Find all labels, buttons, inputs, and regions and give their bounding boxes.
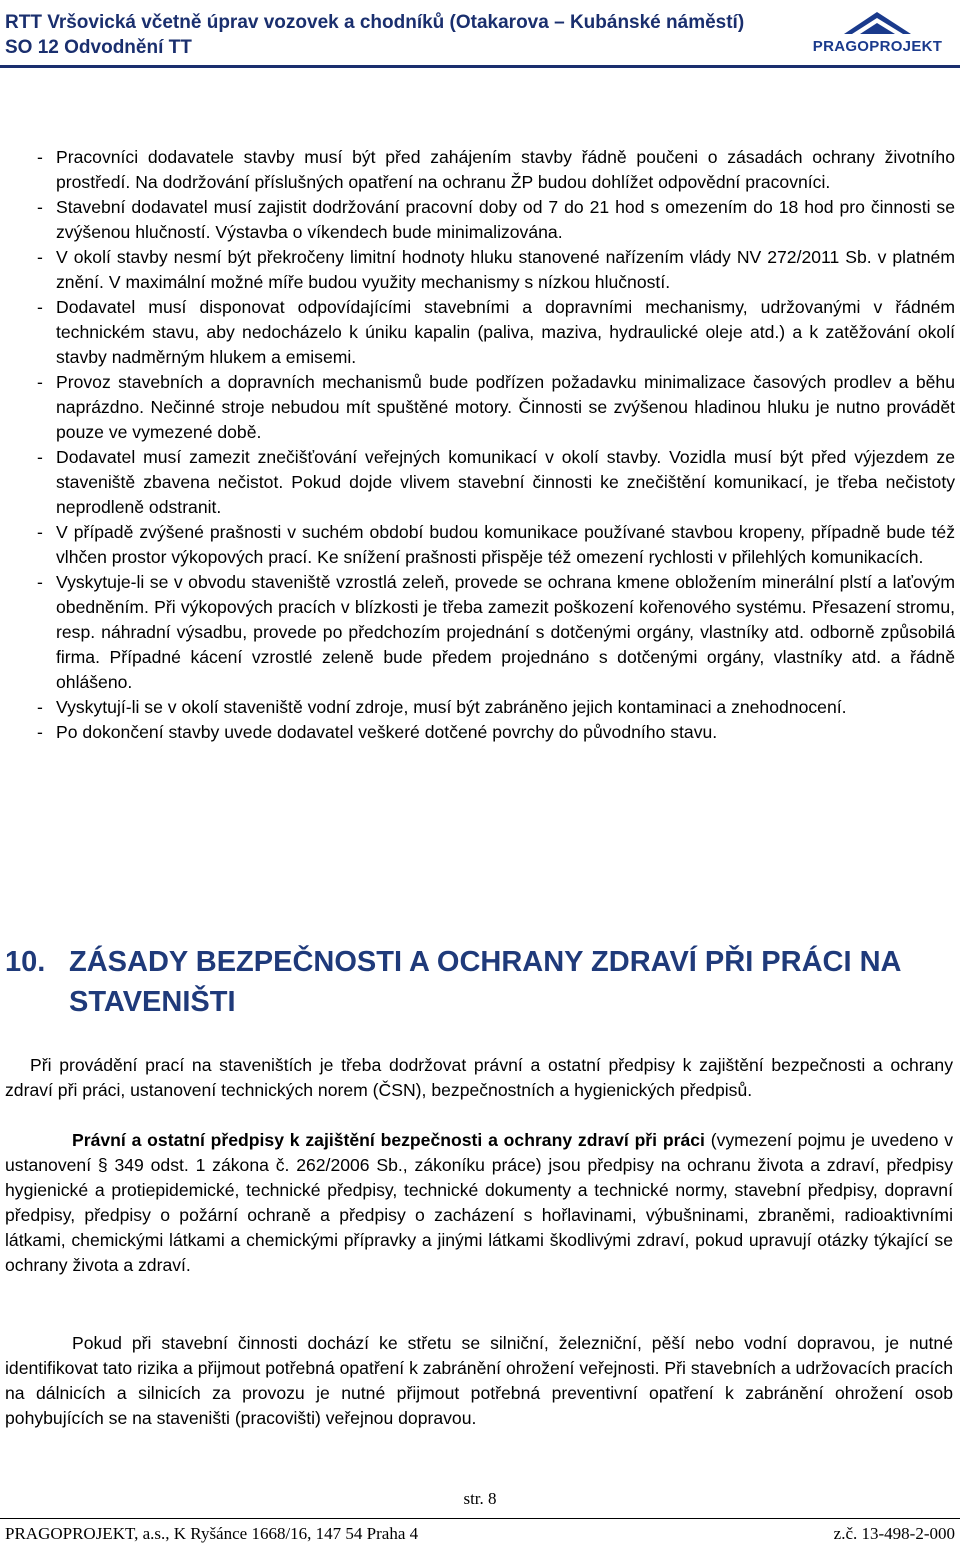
list-item: - V okolí stavby nesmí být překročeny limitní hodnoty hluku stanovené nařízením vlády NV 272/2011 Sb. v platném znění. V maximální možné míře budou využity mechanismy s nízkou hlučností. xyxy=(37,247,955,292)
regulations-term: Právní a ostatní předpisy k zajištění bezpečnosti a ochrany zdraví při práci xyxy=(72,1130,705,1150)
section-title: ZÁSADY BEZPEČNOSTI A OCHRANY ZDRAVÍ PŘI PRÁCI NA STAVENIŠTI xyxy=(69,946,901,1018)
list-item-text: V okolí stavby nesmí být překročeny limitní hodnoty hluku stanovené nařízením vlády NV 272/2011 Sb. v platném znění. V maximální možné míře budou využity mechanismy s nízkou hlučností. xyxy=(56,247,955,292)
environmental-measures-list xyxy=(37,145,955,745)
list-item-text: Pracovníci dodavatele stavby musí být před zahájením stavby řádně poučeni o zásadách ochrany životního prostředí. Na dodržování příslušných opatření na ochranu ŽP budou dohlížet odpovědní pracovníci. xyxy=(56,147,955,192)
footer-company-address: PRAGOPROJEKT, a.s., K Ryšánce 1668/16, 147 54 Praha 4 xyxy=(5,1524,419,1543)
pragoprojekt-logo xyxy=(800,8,955,60)
list-item: - Stavební dodavatel musí zajistit dodržování pracovní doby od 7 do 21 hod s omezením do 18 hod pro činnosti se zvýšenou hlučností. Výstavba o víkendech bude minimalizována. xyxy=(37,197,955,242)
list-item-text: Vyskytuje-li se v obvodu staveniště vzrostlá zeleň, provede se ochrana kmene obložením minerální plstí a laťovým obedněním. Při výkopových pracích v blízkosti je třeba zamezit poškození kořenového systému. Přesazení stromu, resp. náhradní výsadbu, provede po předchozím projednání s dotčenými orgány, vlastníky atd. odborně způsobilá firma. Případné kácení vzrostlé zeleně bude předem projednáno s dotčenými orgány, vlastníky atd. a řádně ohlášeno. xyxy=(56,572,955,692)
header-divider xyxy=(0,65,960,68)
list-item-text: Dodavatel musí zamezit znečišťování veřejných komunikací v okolí stavby. Vozidla musí být před výjezdem ze staveniště zbavena nečistot. Pokud dojde vlivem stavební činnosti ke znečištění komunikací, je třeba nečistoty neprodleně odstranit. xyxy=(56,447,955,517)
list-item: - Vyskytuje-li se v obvodu staveniště vzrostlá zeleň, provede se ochrana kmene obložením minerální plstí a laťovým obedněním. Při výkopových pracích v blízkosti je třeba zamezit poškození kořenového systému. Přesazení stromu, resp. náhradní výsadbu, provede po předchozím projednání s dotčenými orgány, vlastníky atd. odborně způsobilá firma. Případné kácení vzrostlé zeleně bude předem projednáno s dotčenými orgány, vlastníky atd. a řádně ohlášeno. xyxy=(37,572,955,692)
list-item-text: Po dokončení stavby uvede dodavatel veškeré dotčené povrchy do původního stavu. xyxy=(56,722,718,742)
page-number: str. 8 xyxy=(463,1489,497,1508)
paragraph-intro: Při provádění prací na staveništích je třeba dodržovat právní a ostatní předpisy k zajištění bezpečnosti a ochrany zdraví při práci, ustanovení technických norem (ČSN), bezpečnostních a hygienických předpisů. xyxy=(5,1055,953,1100)
list-item: - Provoz stavebních a dopravních mechanismů bude podřízen požadavku minimalizace časových prodlev a běhu naprázdno. Nečinné stroje nebudou mít spuštěné motory. Činnosti se zvýšenou hladinou hluku je nutno provádět pouze ve vymezené době. xyxy=(37,372,955,442)
paragraph-traffic: Pokud při stavební činnosti dochází ke střetu se silniční, železniční, pěší nebo vodní dopravou, je nutné identifikovat tato rizika a přijmout potřebná opatření k zabránění ohrožení veřejnosti. Při stavebních a udržovacích pracích na dálnicích a silnicích za provozu je nutné přijmout potřebná preventivní opatření k zabránění ohrožení osob pohybujících se na staveništi (pracovišti) veřejnou dopravou. xyxy=(5,1333,953,1428)
header-project-title: RTT Vršovická včetně úprav vozovek a chodníků (Otakarova – Kubánské náměstí) xyxy=(5,12,745,33)
header-object-title: SO 12 Odvodnění TT xyxy=(5,37,192,58)
list-item: - Po dokončení stavby uvede dodavatel veškeré dotčené povrchy do původního stavu. xyxy=(37,722,718,742)
list-item: - Dodavatel musí zamezit znečišťování veřejných komunikací v okolí stavby. Vozidla musí být před výjezdem ze staveniště zbavena nečistot. Pokud dojde vlivem stavební činnosti ke znečištění komunikací, je třeba nečistoty neprodleně odstranit. xyxy=(37,447,955,517)
section-number: 10. xyxy=(5,946,46,978)
footer-contract-number: z.č. 13-498-2-000 xyxy=(833,1524,955,1543)
footer-divider xyxy=(0,1518,960,1519)
list-item-text: Provoz stavebních a dopravních mechanismů bude podřízen požadavku minimalizace časových prodlev a běhu naprázdno. Nečinné stroje nebudou mít spuštěné motory. Činnosti se zvýšenou hladinou hluku je nutno provádět pouze ve vymezené době. xyxy=(56,372,955,442)
list-item-text: Vyskytují-li se v okolí staveniště vodní zdroje, musí být zabráněno jejich kontaminaci a znehodnocení. xyxy=(56,697,847,717)
list-item: - V případě zvýšené prašnosti v suchém období budou komunikace používané stavbou kropeny, případně bude též vlhčen prostor výkopových prací. Ke snížení prašnosti přispěje též omezení rychlosti v přilehlých komunikacích. xyxy=(37,522,955,567)
regulations-text: (vymezení pojmu je uvedeno v ustanovení § 349 odst. 1 zákona č. 262/2006 Sb., zákoníku práce) jsou předpisy na ochranu života a zdraví, předpisy hygienické a protiepidemické, technické předpisy, technické dokumenty a technické normy, stavební předpisy, dopravní předpisy, předpisy o požární ochraně a předpisy o zacházení s hořlavinami, výbušninami, zbraněmi, radioaktivními látkami, chemickými látkami a chemickými přípravky a jinými látkami škodlivými zdraví, pokud upravují otázky týkající se ochrany života a zdraví. xyxy=(5,1130,953,1275)
list-item: - Dodavatel musí disponovat odpovídajícími stavebními a dopravními mechanismy, udržovanými v řádném technickém stavu, aby nedocházelo k úniku kapalin (paliva, maziva, hydraulické oleje atd.) a k zatěžování okolí stavby nadměrným hlukem a emisemi. xyxy=(37,297,955,367)
list-item: - Pracovníci dodavatele stavby musí být před zahájením stavby řádně poučeni o zásadách ochrany životního prostředí. Na dodržování příslušných opatření na ochranu ŽP budou dohlížet odpovědní pracovníci. xyxy=(37,147,955,192)
logo-emblem-icon xyxy=(800,8,955,38)
paragraph-regulations xyxy=(5,1128,953,1278)
list-item-text: Stavební dodavatel musí zajistit dodržování pracovní doby od 7 do 21 hod s omezením do 18 hod pro činnosti se zvýšenou hlučností. Výstavba o víkendech bude minimalizována. xyxy=(56,197,955,242)
logo-wordmark: PRAGOPROJEKT xyxy=(812,38,943,55)
list-item-text: Dodavatel musí disponovat odpovídajícími stavebními a dopravními mechanismy, udržovanými v řádném technickém stavu, aby nedocházelo k úniku kapalin (paliva, maziva, hydraulické oleje atd.) a k zatěžování okolí stavby nadměrným hlukem a emisemi. xyxy=(56,297,955,367)
list-item: - Vyskytují-li se v okolí staveniště vodní zdroje, musí být zabráněno jejich kontaminaci a znehodnocení. xyxy=(37,697,847,717)
page-header xyxy=(0,0,960,70)
list-item-text: V případě zvýšené prašnosti v suchém období budou komunikace používané stavbou kropeny, případně bude též vlhčen prostor výkopových prací. Ke snížení prašnosti přispěje též omezení rychlosti v přilehlých komunikacích. xyxy=(56,522,955,567)
